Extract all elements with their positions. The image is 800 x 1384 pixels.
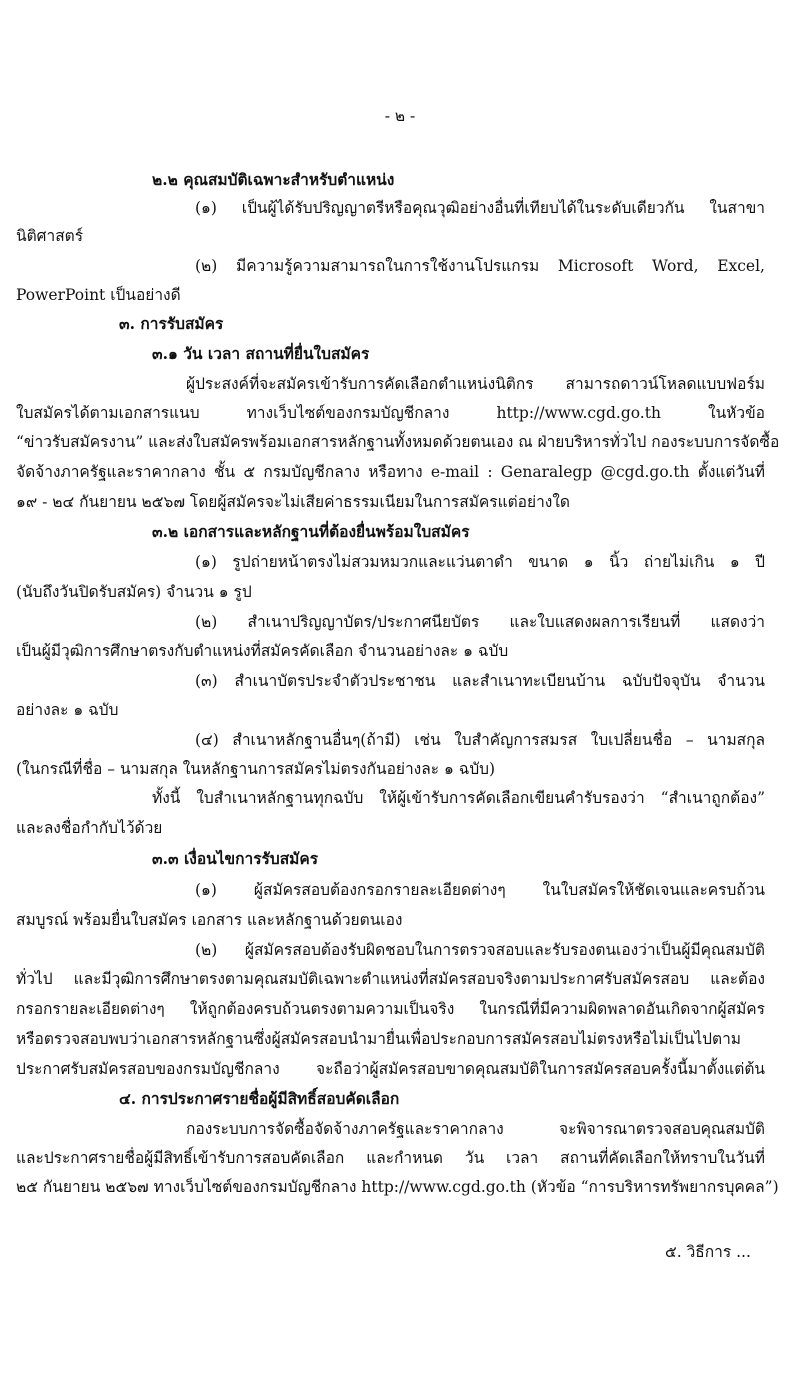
paragraph-line: ๒๕ กันยายน ๒๕๖๗ ทางเว็บไซต์ของกรมบัญชีกลาง http://www.cgd.go.th (หัวข้อ “การบริหารทรัพยากรบุคคล”): [16, 1178, 779, 1196]
paragraph-line: ใบสมัครได้ตามเอกสารแนบ ทางเว็บไซต์ของกรมบัญชีกลาง http://www.cgd.go.th ในหัวข้อ: [16, 404, 765, 422]
paragraph-line: ประกาศรับสมัครสอบของกรมบัญชีกลาง จะถือว่าผู้สมัครสอบขาดคุณสมบัติในการสมัครสอบครั้งนี้มาตั้งแต่ต้น: [16, 1060, 765, 1078]
paragraph-line: (๒) ผู้สมัครสอบต้องรับผิดชอบในการตรวจสอบและรับรองตนเองว่าเป็นผู้มีคุณสมบัติ: [195, 941, 765, 959]
paragraph-line: PowerPoint เป็นอย่างดี: [16, 286, 181, 304]
paragraph-line: (๑) รูปถ่ายหน้าตรงไม่สวมหมวกและแว่นตาดำ ขนาด ๑ นิ้ว ถ่ายไม่เกิน ๑ ปี: [195, 553, 765, 571]
paragraph-line: สมบูรณ์ พร้อมยื่นใบสมัคร เอกสาร และหลักฐานด้วยตนเอง: [16, 911, 403, 929]
paragraph-line: ผู้ประสงค์ที่จะสมัครเข้ารับการคัดเลือกตำแหน่งนิติกร สามารถดาวน์โหลดแบบฟอร์ม: [186, 375, 765, 393]
paragraph-line: ทั้งนี้ ใบสำเนาหลักฐานทุกฉบับ ให้ผู้เข้ารับการคัดเลือกเขียนคำรับรองว่า “สำเนาถูกต้อง”: [152, 789, 765, 807]
continuation-marker: ๕. วิธีการ ...: [665, 1243, 751, 1261]
page-number: - ๒ -: [384, 107, 416, 125]
paragraph-line: กองระบบการจัดซื้อจัดจ้างภาครัฐและราคากลาง จะพิจารณาตรวจสอบคุณสมบัติ: [186, 1120, 765, 1138]
paragraph-line: (๓) สำเนาบัตรประจำตัวประชาชน และสำเนาทะเบียนบ้าน ฉบับปัจจุบัน จำนวน: [195, 672, 765, 690]
paragraph-line: (นับถึงวันปิดรับสมัคร) จำนวน ๑ รูป: [16, 583, 252, 601]
paragraph-line: นิติศาสตร์: [16, 227, 84, 245]
paragraph-line: อย่างละ ๑ ฉบับ: [16, 701, 119, 719]
paragraph-line: และลงชื่อกำกับไว้ด้วย: [16, 819, 163, 837]
heading-2-2: ๒.๒ คุณสมบัติเฉพาะสำหรับตำแหน่ง: [152, 170, 395, 189]
paragraph-line: (๑) ผู้สมัครสอบต้องกรอกรายละเอียดต่างๆ ในใบสมัครให้ชัดเจนและครบถ้วน: [195, 881, 765, 899]
paragraph-line: (๔) สำเนาหลักฐานอื่นๆ(ถ้ามี) เช่น ใบสำคัญการสมรส ใบเปลี่ยนชื่อ – นามสกุล: [195, 731, 765, 749]
heading-3: ๓. การรับสมัคร: [119, 314, 224, 333]
paragraph-line: “ข่าวรับสมัครงาน” และส่งใบสมัครพร้อมเอกสารหลักฐานทั้งหมดด้วยตนเอง ณ ฝ่ายบริหารทั่วไป กองระบบการจัดซื้อ: [16, 433, 780, 451]
paragraph-line: (๑) เป็นผู้ได้รับปริญญาตรีหรือคุณวุฒิอย่างอื่นที่เทียบได้ในระดับเดียวกัน ในสาขา: [195, 199, 765, 217]
paragraph-line: ทั่วไป และมีวุฒิการศึกษาตรงตามคุณสมบัติเฉพาะตำแหน่งที่สมัครสอบจริงตามประกาศรับสมัครสอบ และต้อง: [16, 970, 765, 988]
paragraph-line: เป็นผู้มีวุฒิการศึกษาตรงกับตำแหน่งที่สมัครคัดเลือก จำนวนอย่างละ ๑ ฉบับ: [16, 642, 509, 660]
paragraph-line: หรือตรวจสอบพบว่าเอกสารหลักฐานซึ่งผู้สมัครสอบนำมายื่นเพื่อประกอบการสมัครสอบไม่ตรงหรือไม่เป็นไปตาม: [16, 1030, 742, 1048]
paragraph-line: และประกาศรายชื่อผู้มีสิทธิ์เข้ารับการสอบคัดเลือก และกำหนด วัน เวลา สถานที่คัดเลือกให้ทราบในวันที่: [16, 1149, 765, 1167]
paragraph-line: (๒) มีความรู้ความสามารถในการใช้งานโปรแกรม Microsoft Word, Excel,: [195, 257, 765, 275]
heading-3-1: ๓.๑ วัน เวลา สถานที่ยื่นใบสมัคร: [152, 344, 370, 363]
paragraph-line: (๒) สำเนาปริญญาบัตร/ประกาศนียบัตร และใบแสดงผลการเรียนที่ แสดงว่า: [195, 613, 765, 631]
paragraph-line: กรอกรายละเอียดต่างๆ ให้ถูกต้องครบถ้วนตรงตามความเป็นจริง ในกรณีที่มีความผิดพลาดอันเกิดจากผู้สมัคร: [16, 1000, 765, 1018]
heading-3-2: ๓.๒ เอกสารและหลักฐานที่ต้องยื่นพร้อมใบสมัคร: [152, 522, 470, 541]
heading-4: ๔. การประกาศรายชื่อผู้มีสิทธิ์สอบคัดเลือก: [119, 1089, 400, 1108]
paragraph-line: จัดจ้างภาครัฐและราคากลาง ชั้น ๕ กรมบัญชีกลาง หรือทาง e-mail : Genaralegp @cgd.go.th ตั้งแต่วันที่: [16, 463, 765, 481]
heading-3-3: ๓.๓ เงื่อนไขการรับสมัคร: [152, 849, 319, 868]
paragraph-line: (ในกรณีที่ชื่อ – นามสกุล ในหลักฐานการสมัครไม่ตรงกันอย่างละ ๑ ฉบับ): [16, 760, 496, 778]
paragraph-line: ๑๙ - ๒๔ กันยายน ๒๕๖๗ โดยผู้สมัครจะไม่เสียค่าธรรมเนียมในการสมัครแต่อย่างใด: [16, 493, 570, 511]
